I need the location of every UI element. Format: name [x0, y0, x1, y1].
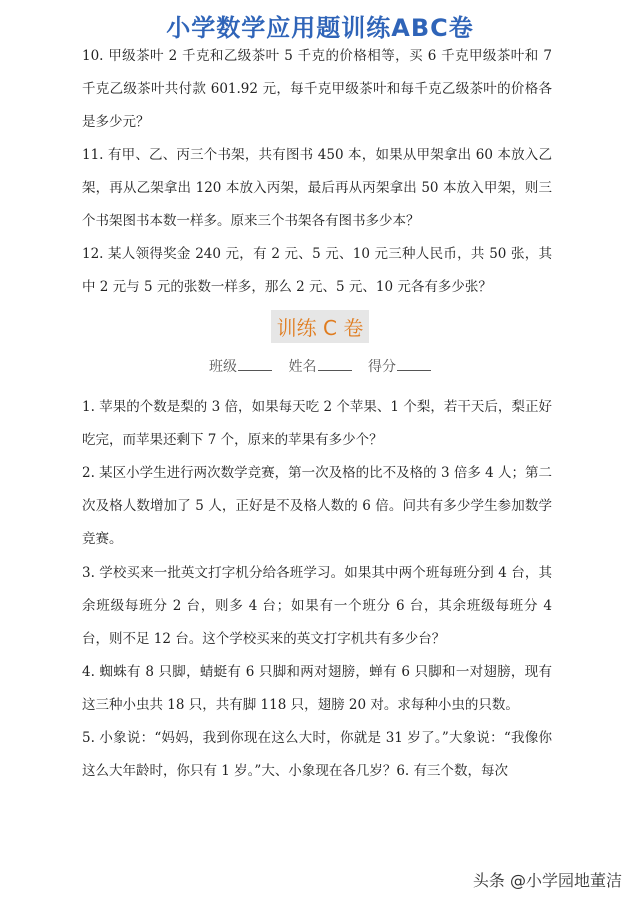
- problem-c5: 5. 小象说：“妈妈，我到你现在这么大时，你就是 31 岁了。”大象说：“我像你这么大年龄时，你只有 1 岁。”大、小象现在各几岁？6. 有三个数，每次: [82, 730, 552, 779]
- student-info-fields: [0, 356, 640, 376]
- problem-c1: 1. 苹果的个数是梨的 3 倍，如果每天吃 2 个苹果、1 个梨，若干天后，梨正好吃完，而苹果还剩下 7 个，原来的苹果有多少个？: [82, 399, 552, 448]
- problem-11: 11. 有甲、乙、丙三个书架，共有图书 450 本，如果从甲架拿出 60 本放入乙架，再从乙架拿出 120 本放入丙架，最后再从丙架拿出 50 本放入甲架，则三个书架图书本数一样多。原来三个书架各有图书多少本？: [82, 147, 552, 229]
- name-field: [289, 359, 352, 375]
- page-title: 小学数学应用题训练ABC卷: [166, 14, 474, 42]
- name-blank: [318, 358, 352, 371]
- problem-12: 12. 某人领得奖金 240 元，有 2 元、5 元、10 元三种人民币，共 50 张，其中 2 元与 5 元的张数一样多，那么 2 元、5 元、10 元各有多少张？: [82, 246, 552, 295]
- class-label: 班级: [209, 359, 238, 375]
- problem-10: 10. 甲级茶叶 2 千克和乙级茶叶 5 千克的价格相等，买 6 千克甲级茶叶和 7 千克乙级茶叶共付款 601.92 元，每千克甲级茶叶和每千克乙级茶叶的价格各是多少元？: [82, 48, 552, 130]
- score-blank: [397, 358, 431, 371]
- problem-c3: 3. 学校买来一批英文打字机分给各班学习。如果其中两个班每班分到 4 台，其余班级每班分 2 台，则多 4 台；如果有一个班分 6 台，其余班级每班分 4 台，则不足 12 台。这个学校买来的英文打字机共有多少台？: [82, 565, 552, 647]
- score-label: 得分: [367, 359, 396, 375]
- problem-c2: 2. 某区小学生进行两次数学竞赛，第一次及格的比不及格的 3 倍多 4 人；第二次及格人数增加了 5 人，正好是不及格人数的 6 倍。问共有多少学生参加数学竞赛。: [82, 465, 553, 547]
- name-label: 姓名: [288, 359, 317, 375]
- class-blank: [238, 358, 272, 371]
- section-c-header: [0, 310, 640, 343]
- problem-c4: 4. 蜘蛛有 8 只脚，蜻蜓有 6 只脚和两对翅膀，蝉有 6 只脚和一对翅膀，现有这三种小虫共 18 只，共有脚 118 只，翅膀 20 对。求每种小虫的只数。: [82, 664, 552, 713]
- class-field: [209, 359, 272, 375]
- score-field: [368, 359, 431, 375]
- source-watermark: 头条 @小学园地董洁: [472, 871, 622, 890]
- section-c-title: 训练 C 卷: [271, 310, 370, 343]
